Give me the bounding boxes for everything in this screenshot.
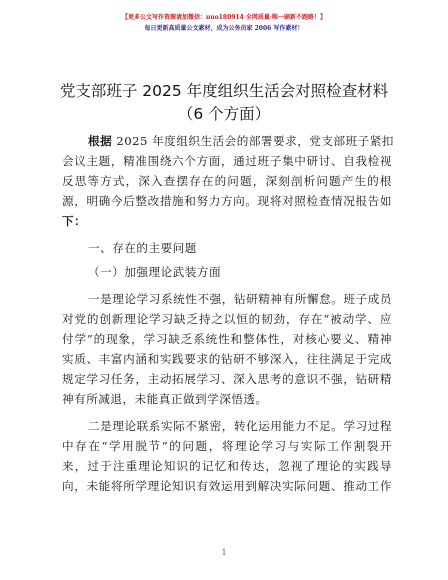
para1-line-6: 神有所减退，未能真正做到学深悟透。 [62, 392, 268, 406]
intro-lead: 根据 [88, 134, 113, 148]
para1-line-4: 实质、丰富内涵和实践要求的钻研不够深入，往往满足于完成 [62, 352, 392, 366]
subsection-heading: （一）加强理论武装方面 [88, 265, 222, 279]
para1-line-3: 付学”的现象，学习缺乏系统性和整体性，对核心要义、精神 [62, 332, 392, 346]
para1-line-2: 对党的创新理论学习缺乏持之以恒的韧劲，存在“被动学、应 [62, 312, 392, 326]
intro-line-1 [88, 133, 392, 149]
page-number: 1 [221, 548, 227, 557]
intro-line-5: 下： [62, 214, 87, 228]
promo-banner-line2: 每日更新高质量公文素材，成为公务员家 2006 写作素材！ [144, 25, 304, 32]
intro-line-3: 反思等方式，深入查摆存在的问题，深刻剖析问题产生的根 [62, 174, 392, 188]
para1-line-5: 规定学习任务，主动拓展学习、深入思考的意识不强，钻研精 [62, 372, 392, 386]
intro-line-1-text: 2025 年度组织生活会的部署要求，党支部班子紧扣 [112, 134, 394, 148]
para2-line-1: 二是理论联系实际不紧密，转化运用能力不足。学习过程 [88, 419, 392, 433]
promo-banner-line1: 【更多公文写作资源请加微信：nuo180914 全网质量·唯一刷新不跑路！】 [122, 14, 326, 21]
intro-line-2: 会议主题，精准围绕六个方面，通过班子集中研讨、自我检视 [62, 154, 392, 168]
document-subtitle: （6 个方面） [177, 105, 271, 123]
para2-line-3: 来，过于注重理论知识的记忆和传达，忽视了理论的实践导 [62, 459, 392, 473]
para1-line-1: 一是理论学习系统性不强，钻研精神有所懈怠。班子成员 [88, 292, 392, 306]
para2-line-2: 中存在“学用脱节”的问题，将理论学习与实际工作割裂开 [62, 439, 392, 453]
intro-line-4: 源，明确今后整改措施和努力方向。现将对照检查情况报告如 [62, 194, 392, 208]
document-title: 党支部班子 2025 年度组织生活会对照检查材料 [59, 82, 389, 100]
para2-line-4: 向，未能将所学理论知识有效运用到解决实际问题、推动工作 [62, 479, 392, 493]
section-heading: 一、存在的主要问题 [88, 241, 197, 255]
